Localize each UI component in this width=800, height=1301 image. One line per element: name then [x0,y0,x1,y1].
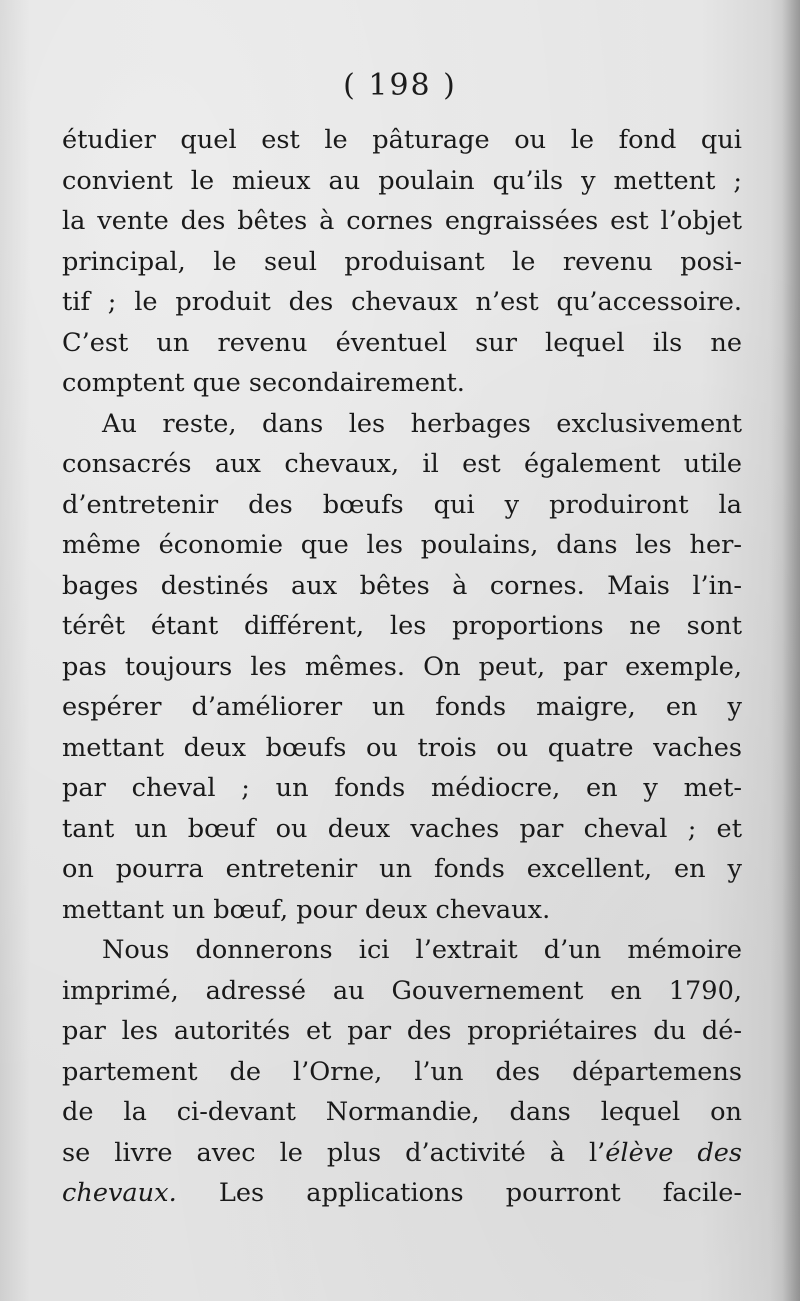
text-line-27-italic: chevaux. [62,1178,177,1208]
text-line-13: térêt étant différent, les proportions ne sont [62,611,742,641]
text-line-6: C’est un revenu éventuel sur lequel ils ne [62,327,742,358]
text-line-12: bages destinés aux bêtes à cornes. Mais l’in- [62,570,742,601]
text-line-11: même économie que les poulains, dans les her- [62,530,742,560]
text-line-10: d’entretenir des bœufs qui y produiront la [62,489,742,520]
text-line-26 [62,1133,742,1174]
text-line-7: comptent que secondairement. [62,368,465,398]
text-line-18: tant un bœuf ou deux vaches par cheval ; et [62,813,742,844]
text-line-25: de la ci-devant Normandie, dans lequel on [62,1097,742,1127]
page-number: ( 198 ) [343,68,457,103]
text-line-26-italic: élève des [605,1137,742,1168]
text-line-15: espérer d’améliorer un fonds maigre, en y [62,692,742,722]
page-edge-shadow [782,0,800,1301]
text-line-24: partement de l’Orne, l’un des départemens [62,1056,742,1087]
text-line-5: tif ; le produit des chevaux n’est qu’accessoire. [62,287,742,317]
text-line-1: étudier quel est le pâturage ou le fond qui [62,125,742,155]
text-line-22: imprimé, adressé au Gouvernement en 1790, [62,975,742,1006]
text-line-27 [62,1173,742,1214]
text-line-23: par les autorités et par des propriétaires du dé- [62,1016,742,1046]
text-line-16: mettant deux bœufs ou trois ou quatre vaches [62,732,742,763]
text-line-14: pas toujours les mêmes. On peut, par exemple, [62,651,742,682]
text-line-9: consacrés aux chevaux, il est également utile [62,449,742,479]
text-line-8: Au reste, dans les herbages exclusivement [102,408,742,439]
text-line-3: la vente des bêtes à cornes engraissées est l’objet [62,206,742,236]
text-line-21: Nous donnerons ici l’extrait d’un mémoire [102,935,742,965]
text-line-26-roman: se livre avec le plus d’activité à l’ [62,1137,606,1168]
text-line-2: convient le mieux au poulain qu’ils y mettent ; [62,165,742,196]
body-text [62,120,742,1214]
text-line-20: mettant un bœuf, pour deux chevaux. [62,894,551,925]
text-line-4: principal, le seul produisant le revenu posi- [62,246,742,277]
text-line-19: on pourra entretenir un fonds excellent, en y [62,854,742,884]
text-line-17: par cheval ; un fonds médiocre, en y met- [62,773,742,803]
text-line-27-roman: Les applications pourront facile- [176,1178,742,1208]
